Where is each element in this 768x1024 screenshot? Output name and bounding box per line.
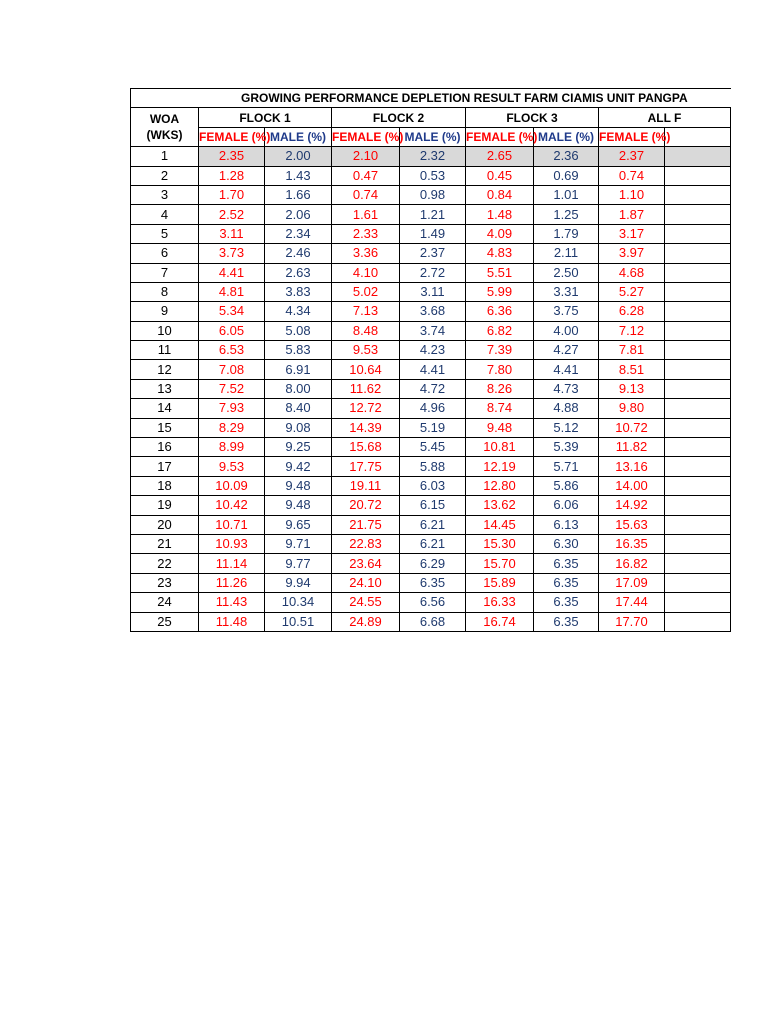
- male-cell[interactable]: [665, 418, 731, 437]
- female-cell[interactable]: 10.64: [332, 360, 400, 379]
- male-cell[interactable]: 6.35: [400, 573, 466, 592]
- male-cell[interactable]: 9.48: [265, 476, 332, 495]
- female-header: FEMALE (%): [199, 127, 265, 146]
- male-cell[interactable]: 8.00: [265, 379, 332, 398]
- female-cell[interactable]: 0.74: [332, 185, 400, 204]
- male-cell[interactable]: 5.88: [400, 457, 466, 476]
- female-cell[interactable]: 19.11: [332, 476, 400, 495]
- female-cell[interactable]: 7.39: [466, 341, 534, 360]
- woa-cell[interactable]: 25: [131, 612, 199, 631]
- female-cell[interactable]: 9.53: [199, 457, 265, 476]
- female-cell[interactable]: 0.74: [599, 166, 665, 185]
- male-header: MALE (%): [265, 127, 332, 146]
- female-cell[interactable]: 6.82: [466, 321, 534, 340]
- male-cell[interactable]: [665, 593, 731, 612]
- female-cell[interactable]: 7.80: [466, 360, 534, 379]
- table-row: [131, 341, 731, 360]
- male-cell[interactable]: [665, 515, 731, 534]
- table-row: [131, 282, 731, 301]
- depletion-table: [130, 88, 731, 632]
- woa-cell[interactable]: 2: [131, 166, 199, 185]
- male-cell[interactable]: 6.21: [400, 515, 466, 534]
- male-cell[interactable]: [665, 302, 731, 321]
- table-row: [131, 399, 731, 418]
- male-header: MALE (%): [400, 127, 466, 146]
- female-cell[interactable]: 14.39: [332, 418, 400, 437]
- female-cell[interactable]: 8.26: [466, 379, 534, 398]
- table-row: [131, 476, 731, 495]
- female-cell[interactable]: 3.97: [599, 244, 665, 263]
- female-cell[interactable]: 16.35: [599, 534, 665, 553]
- female-cell[interactable]: 5.99: [466, 282, 534, 301]
- male-cell[interactable]: 1.43: [265, 166, 332, 185]
- table-row: [131, 321, 731, 340]
- male-cell[interactable]: 9.42: [265, 457, 332, 476]
- woa-cell[interactable]: 6: [131, 244, 199, 263]
- male-cell[interactable]: 9.71: [265, 534, 332, 553]
- male-cell[interactable]: 9.25: [265, 438, 332, 457]
- table-row: [131, 515, 731, 534]
- woa-cell[interactable]: 4: [131, 205, 199, 224]
- female-header: FEMALE (%): [599, 127, 665, 146]
- woa-header: [131, 108, 199, 147]
- woa-cell[interactable]: 14: [131, 399, 199, 418]
- female-cell[interactable]: 17.44: [599, 593, 665, 612]
- male-cell[interactable]: [665, 573, 731, 592]
- female-cell[interactable]: 24.55: [332, 593, 400, 612]
- male-cell[interactable]: 1.21: [400, 205, 466, 224]
- female-cell[interactable]: 16.74: [466, 612, 534, 631]
- male-cell[interactable]: 2.06: [265, 205, 332, 224]
- female-cell[interactable]: 14.92: [599, 496, 665, 515]
- male-cell[interactable]: 9.48: [265, 496, 332, 515]
- male-cell[interactable]: 5.39: [534, 438, 599, 457]
- woa-cell[interactable]: 5: [131, 224, 199, 243]
- female-cell[interactable]: 0.45: [466, 166, 534, 185]
- female-cell[interactable]: 8.29: [199, 418, 265, 437]
- female-cell[interactable]: 5.51: [466, 263, 534, 282]
- male-cell[interactable]: 6.21: [400, 534, 466, 553]
- male-cell[interactable]: 1.66: [265, 185, 332, 204]
- table-row: [131, 205, 731, 224]
- table-row: [131, 185, 731, 204]
- female-cell[interactable]: 14.45: [466, 515, 534, 534]
- female-cell[interactable]: 3.11: [199, 224, 265, 243]
- male-cell[interactable]: [665, 147, 731, 166]
- female-cell[interactable]: 15.63: [599, 515, 665, 534]
- male-cell[interactable]: 6.15: [400, 496, 466, 515]
- female-cell[interactable]: 20.72: [332, 496, 400, 515]
- male-cell[interactable]: [665, 205, 731, 224]
- female-cell[interactable]: 17.75: [332, 457, 400, 476]
- sex-header-row: [131, 127, 731, 146]
- female-cell[interactable]: 10.81: [466, 438, 534, 457]
- woa-cell[interactable]: 15: [131, 418, 199, 437]
- male-cell[interactable]: 5.83: [265, 341, 332, 360]
- female-cell[interactable]: 10.93: [199, 534, 265, 553]
- female-cell[interactable]: 6.53: [199, 341, 265, 360]
- female-cell[interactable]: 12.80: [466, 476, 534, 495]
- table-row: [131, 534, 731, 553]
- table-body: [131, 89, 731, 632]
- woa-cell[interactable]: 11: [131, 341, 199, 360]
- female-cell[interactable]: 15.89: [466, 573, 534, 592]
- female-cell[interactable]: 11.26: [199, 573, 265, 592]
- male-cell[interactable]: 4.41: [534, 360, 599, 379]
- male-cell[interactable]: 3.31: [534, 282, 599, 301]
- table-row: [131, 438, 731, 457]
- female-cell[interactable]: 23.64: [332, 554, 400, 573]
- woa-cell[interactable]: 24: [131, 593, 199, 612]
- female-cell[interactable]: 7.81: [599, 341, 665, 360]
- woa-cell[interactable]: 16: [131, 438, 199, 457]
- female-cell[interactable]: 15.30: [466, 534, 534, 553]
- female-cell[interactable]: 4.41: [199, 263, 265, 282]
- male-cell[interactable]: 4.27: [534, 341, 599, 360]
- female-cell[interactable]: 9.13: [599, 379, 665, 398]
- male-cell[interactable]: 2.37: [400, 244, 466, 263]
- woa-cell[interactable]: 18: [131, 476, 199, 495]
- table-row: [131, 573, 731, 592]
- title-row: [131, 89, 731, 108]
- all-flock-header: ALL F: [599, 108, 731, 127]
- female-cell[interactable]: 2.35: [199, 147, 265, 166]
- male-cell[interactable]: 6.91: [265, 360, 332, 379]
- table-row: [131, 360, 731, 379]
- wks-label: (WKS): [146, 128, 183, 143]
- woa-cell[interactable]: 19: [131, 496, 199, 515]
- female-cell[interactable]: 11.43: [199, 593, 265, 612]
- male-cell[interactable]: [665, 399, 731, 418]
- table-row: [131, 554, 731, 573]
- female-cell[interactable]: 24.89: [332, 612, 400, 631]
- female-cell[interactable]: 1.10: [599, 185, 665, 204]
- female-cell[interactable]: 17.70: [599, 612, 665, 631]
- female-cell[interactable]: 8.74: [466, 399, 534, 418]
- female-header: FEMALE (%): [466, 127, 534, 146]
- male-cell[interactable]: 2.11: [534, 244, 599, 263]
- male-cell[interactable]: 8.40: [265, 399, 332, 418]
- male-cell[interactable]: 5.71: [534, 457, 599, 476]
- table-row: [131, 302, 731, 321]
- male-cell[interactable]: 5.08: [265, 321, 332, 340]
- male-cell[interactable]: 6.35: [534, 593, 599, 612]
- table-row: [131, 224, 731, 243]
- male-cell[interactable]: [665, 224, 731, 243]
- female-cell[interactable]: 4.09: [466, 224, 534, 243]
- female-cell[interactable]: 12.19: [466, 457, 534, 476]
- male-cell[interactable]: [665, 185, 731, 204]
- female-cell[interactable]: 9.80: [599, 399, 665, 418]
- female-cell[interactable]: 3.36: [332, 244, 400, 263]
- male-cell[interactable]: [665, 360, 731, 379]
- male-cell[interactable]: 10.51: [265, 612, 332, 631]
- female-cell[interactable]: 7.93: [199, 399, 265, 418]
- female-cell[interactable]: 7.12: [599, 321, 665, 340]
- male-cell[interactable]: 9.65: [265, 515, 332, 534]
- male-cell[interactable]: 4.00: [534, 321, 599, 340]
- male-cell[interactable]: [665, 534, 731, 553]
- male-cell[interactable]: 3.11: [400, 282, 466, 301]
- female-cell[interactable]: 8.48: [332, 321, 400, 340]
- woa-cell[interactable]: 23: [131, 573, 199, 592]
- table-row: [131, 496, 731, 515]
- male-header: [665, 127, 731, 146]
- male-cell[interactable]: 6.13: [534, 515, 599, 534]
- female-cell[interactable]: 4.10: [332, 263, 400, 282]
- male-cell[interactable]: 6.68: [400, 612, 466, 631]
- male-cell[interactable]: 9.77: [265, 554, 332, 573]
- female-cell[interactable]: 16.33: [466, 593, 534, 612]
- male-cell[interactable]: 5.86: [534, 476, 599, 495]
- female-cell[interactable]: 2.65: [466, 147, 534, 166]
- flock-1-header: FLOCK 1: [199, 108, 332, 127]
- female-cell[interactable]: 9.48: [466, 418, 534, 437]
- female-cell[interactable]: 1.61: [332, 205, 400, 224]
- male-cell[interactable]: 4.96: [400, 399, 466, 418]
- female-cell[interactable]: 10.72: [599, 418, 665, 437]
- female-cell[interactable]: 2.33: [332, 224, 400, 243]
- female-cell[interactable]: 8.51: [599, 360, 665, 379]
- table-row: [131, 244, 731, 263]
- male-cell[interactable]: 6.06: [534, 496, 599, 515]
- female-cell[interactable]: 5.02: [332, 282, 400, 301]
- female-cell[interactable]: 3.73: [199, 244, 265, 263]
- female-cell[interactable]: 10.09: [199, 476, 265, 495]
- female-cell[interactable]: 9.53: [332, 341, 400, 360]
- male-cell[interactable]: 3.74: [400, 321, 466, 340]
- female-cell[interactable]: 0.84: [466, 185, 534, 204]
- female-cell[interactable]: 16.82: [599, 554, 665, 573]
- female-cell[interactable]: 0.47: [332, 166, 400, 185]
- woa-cell[interactable]: 9: [131, 302, 199, 321]
- female-cell[interactable]: 17.09: [599, 573, 665, 592]
- female-cell[interactable]: 1.28: [199, 166, 265, 185]
- male-cell[interactable]: [665, 554, 731, 573]
- woa-cell[interactable]: 10: [131, 321, 199, 340]
- male-cell[interactable]: 0.53: [400, 166, 466, 185]
- male-cell[interactable]: 4.41: [400, 360, 466, 379]
- female-cell[interactable]: 7.13: [332, 302, 400, 321]
- female-cell[interactable]: 14.00: [599, 476, 665, 495]
- male-cell[interactable]: 5.12: [534, 418, 599, 437]
- woa-cell[interactable]: 21: [131, 534, 199, 553]
- male-cell[interactable]: 0.69: [534, 166, 599, 185]
- table-row: [131, 593, 731, 612]
- table-title: GROWING PERFORMANCE DEPLETION RESULT FARM CIAMIS UNIT PANGPA: [131, 89, 731, 108]
- male-cell[interactable]: 9.08: [265, 418, 332, 437]
- female-cell[interactable]: 15.70: [466, 554, 534, 573]
- male-cell[interactable]: [665, 341, 731, 360]
- female-cell[interactable]: 6.28: [599, 302, 665, 321]
- male-cell[interactable]: 3.83: [265, 282, 332, 301]
- spreadsheet-view: [130, 88, 688, 633]
- male-cell[interactable]: 1.49: [400, 224, 466, 243]
- female-cell[interactable]: 1.48: [466, 205, 534, 224]
- woa-cell[interactable]: 22: [131, 554, 199, 573]
- table-row: [131, 263, 731, 282]
- male-cell[interactable]: [665, 379, 731, 398]
- female-cell[interactable]: 2.37: [599, 147, 665, 166]
- woa-cell[interactable]: 3: [131, 185, 199, 204]
- male-cell[interactable]: 6.56: [400, 593, 466, 612]
- male-cell[interactable]: 1.79: [534, 224, 599, 243]
- male-cell[interactable]: 4.73: [534, 379, 599, 398]
- male-cell[interactable]: 3.75: [534, 302, 599, 321]
- female-cell[interactable]: 5.34: [199, 302, 265, 321]
- female-cell[interactable]: 11.48: [199, 612, 265, 631]
- table-row: [131, 147, 731, 166]
- male-cell[interactable]: 3.68: [400, 302, 466, 321]
- female-cell[interactable]: 4.83: [466, 244, 534, 263]
- male-cell[interactable]: 6.03: [400, 476, 466, 495]
- table-row: [131, 166, 731, 185]
- female-header: FEMALE (%): [332, 127, 400, 146]
- male-cell[interactable]: 2.50: [534, 263, 599, 282]
- table-row: [131, 457, 731, 476]
- male-cell[interactable]: 6.30: [534, 534, 599, 553]
- female-cell[interactable]: 2.10: [332, 147, 400, 166]
- woa-cell[interactable]: 20: [131, 515, 199, 534]
- female-cell[interactable]: 11.14: [199, 554, 265, 573]
- female-cell[interactable]: 1.70: [199, 185, 265, 204]
- male-header: MALE (%): [534, 127, 599, 146]
- male-cell[interactable]: 4.34: [265, 302, 332, 321]
- male-cell[interactable]: [665, 263, 731, 282]
- woa-cell[interactable]: 7: [131, 263, 199, 282]
- female-cell[interactable]: 11.62: [332, 379, 400, 398]
- male-cell[interactable]: [665, 476, 731, 495]
- female-cell[interactable]: 13.16: [599, 457, 665, 476]
- male-cell[interactable]: 4.72: [400, 379, 466, 398]
- male-cell[interactable]: 2.36: [534, 147, 599, 166]
- female-cell[interactable]: 5.27: [599, 282, 665, 301]
- table-row: [131, 379, 731, 398]
- woa-cell[interactable]: 12: [131, 360, 199, 379]
- male-cell[interactable]: 5.45: [400, 438, 466, 457]
- female-cell[interactable]: 22.83: [332, 534, 400, 553]
- female-cell[interactable]: 8.99: [199, 438, 265, 457]
- female-cell[interactable]: 21.75: [332, 515, 400, 534]
- male-cell[interactable]: [665, 282, 731, 301]
- male-cell[interactable]: [665, 166, 731, 185]
- table-row: [131, 418, 731, 437]
- male-cell[interactable]: 0.98: [400, 185, 466, 204]
- woa-cell[interactable]: 17: [131, 457, 199, 476]
- female-cell[interactable]: 7.52: [199, 379, 265, 398]
- male-cell[interactable]: [665, 321, 731, 340]
- male-cell[interactable]: [665, 612, 731, 631]
- female-cell[interactable]: 2.52: [199, 205, 265, 224]
- woa-cell[interactable]: 13: [131, 379, 199, 398]
- male-cell[interactable]: [665, 438, 731, 457]
- female-cell[interactable]: 6.36: [466, 302, 534, 321]
- male-cell[interactable]: 2.72: [400, 263, 466, 282]
- male-cell[interactable]: 6.35: [534, 612, 599, 631]
- female-cell[interactable]: 12.72: [332, 399, 400, 418]
- female-cell[interactable]: 24.10: [332, 573, 400, 592]
- female-cell[interactable]: 7.08: [199, 360, 265, 379]
- male-cell[interactable]: 4.88: [534, 399, 599, 418]
- male-cell[interactable]: 6.35: [534, 573, 599, 592]
- male-cell[interactable]: 2.46: [265, 244, 332, 263]
- female-cell[interactable]: 4.68: [599, 263, 665, 282]
- female-cell[interactable]: 11.82: [599, 438, 665, 457]
- male-cell[interactable]: [665, 457, 731, 476]
- female-cell[interactable]: 1.87: [599, 205, 665, 224]
- flock-header-row: [131, 108, 731, 127]
- male-cell[interactable]: 2.32: [400, 147, 466, 166]
- male-cell[interactable]: 2.63: [265, 263, 332, 282]
- flock-2-header: FLOCK 2: [332, 108, 466, 127]
- male-cell[interactable]: 9.94: [265, 573, 332, 592]
- female-cell[interactable]: 15.68: [332, 438, 400, 457]
- male-cell[interactable]: 1.25: [534, 205, 599, 224]
- male-cell[interactable]: 2.34: [265, 224, 332, 243]
- female-cell[interactable]: 10.42: [199, 496, 265, 515]
- male-cell[interactable]: 10.34: [265, 593, 332, 612]
- male-cell[interactable]: [665, 244, 731, 263]
- table-row: [131, 612, 731, 631]
- female-cell[interactable]: 6.05: [199, 321, 265, 340]
- male-cell[interactable]: 4.23: [400, 341, 466, 360]
- male-cell[interactable]: 2.00: [265, 147, 332, 166]
- male-cell[interactable]: 1.01: [534, 185, 599, 204]
- woa-cell[interactable]: 8: [131, 282, 199, 301]
- male-cell[interactable]: 6.35: [534, 554, 599, 573]
- male-cell[interactable]: [665, 496, 731, 515]
- female-cell[interactable]: 4.81: [199, 282, 265, 301]
- female-cell[interactable]: 3.17: [599, 224, 665, 243]
- woa-cell[interactable]: 1: [131, 147, 199, 166]
- female-cell[interactable]: 13.62: [466, 496, 534, 515]
- flock-3-header: FLOCK 3: [466, 108, 599, 127]
- male-cell[interactable]: 6.29: [400, 554, 466, 573]
- woa-label: WOA: [149, 112, 180, 127]
- female-cell[interactable]: 10.71: [199, 515, 265, 534]
- male-cell[interactable]: 5.19: [400, 418, 466, 437]
